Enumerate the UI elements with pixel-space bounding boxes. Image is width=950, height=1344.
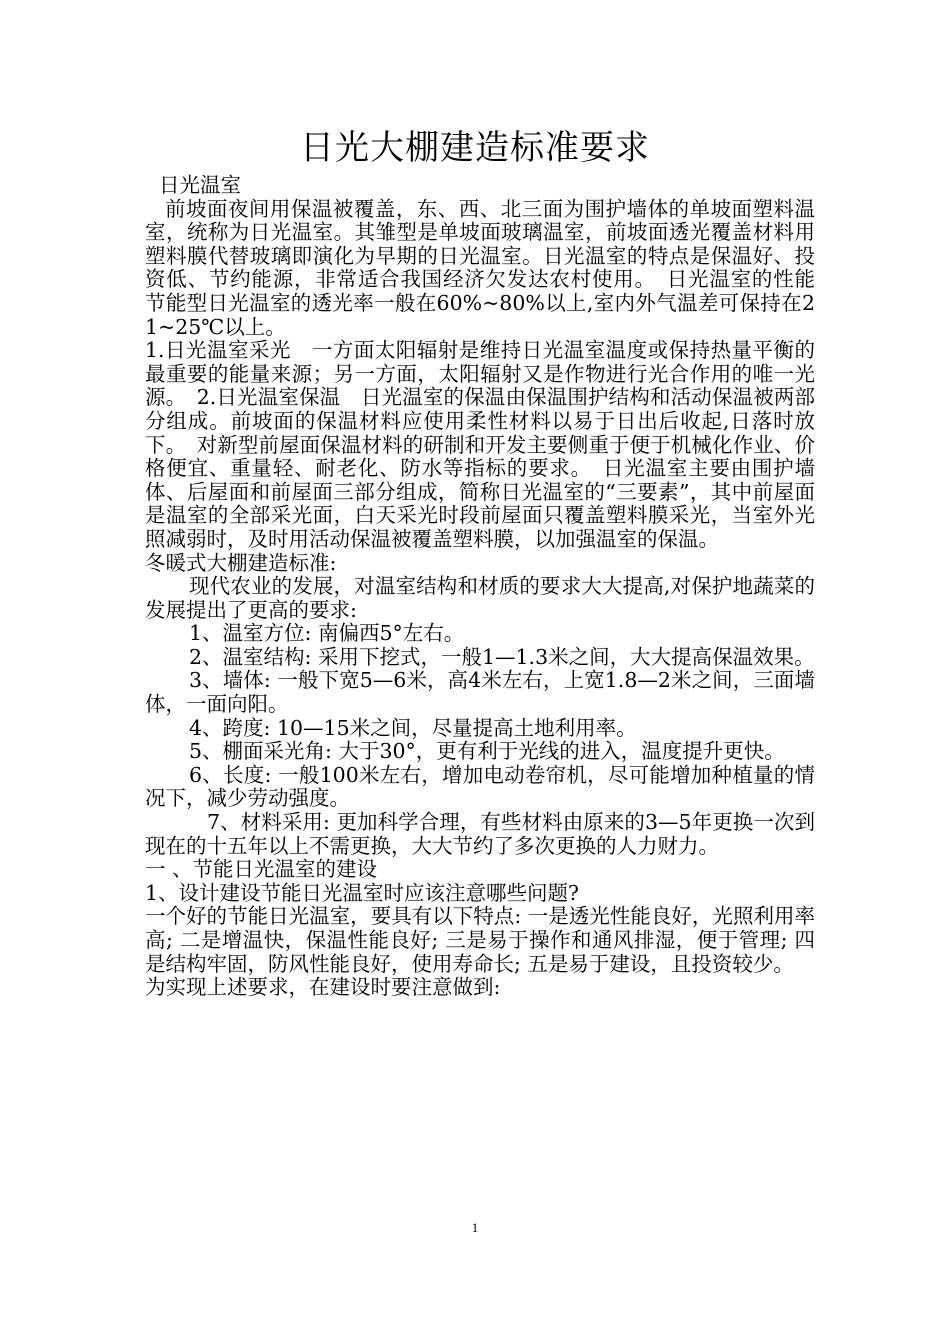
document-body (145, 173, 836, 1000)
list-item: 3、墙体: 一般下宽5—6米，高4米左右，上宽1.8—2米之间，三面墙体，一面向阳。 (145, 668, 815, 717)
page-number: 1 (471, 1220, 479, 1235)
list-item: 1、温室方位: 南偏西5°左右。 (189, 621, 465, 646)
list-item: 6、长度: 一般100米左右，增加电动卷帘机，尽可能增加种植量的情况下，减少劳动强度。 (145, 762, 815, 811)
paragraph-requirements: 为实现上述要求，在建设时要注意做到: (145, 975, 501, 1000)
list-item: 5、棚面采光角: 大于30°，更有利于光线的进入，温度提升更快。 (189, 739, 785, 764)
section-heading-solar-greenhouse: 日光温室 (159, 173, 241, 197)
paragraph-intro: 前坡面夜间用保温被覆盖，东、西、北三面为围护墙体的单坡面塑料温室，统称为日光温室。其雏型是单坡面玻璃温室，前坡面透光覆盖材料用塑料膜代替玻璃即演化为早期的日光温室。日光温室的特点是保温好、投资低、节约能源，非常适合我国经济欠发达农村使用。 日光温室的性能 节能型日光温室的透光率一般在60%~80%以上,室内外气温差可保持在21~25℃以上。 (145, 196, 836, 339)
question-heading: 1、设计建设节能日光温室时应该注意哪些问题? (145, 880, 580, 905)
section-heading-construction: 一 、节能日光温室的建设 (145, 857, 378, 882)
document-title: 日光大棚建造标准要求 (300, 128, 650, 168)
list-item: 7、材料采用: 更加科学合理，有些材料由原来的3—5年更换一次到现在的十五年以上不需更换，大大节约了多次更换的人力财力。 (145, 810, 815, 858)
paragraph-lighting-insulation: 1.日光温室采光 一方面太阳辐射是维持日光温室温度或保持热量平衡的最重要的能量来源；另一方面，太阳辐射又是作物进行光合作用的唯一光源。 2.日光温室保温 日光温室的保温由保温围护结构和活动保温被两部分组成。前坡面的保温材料应使用柔性材料以易于日出后收起,日落时放下。 对新型前屋面保温材料的研制和开发主要侧重于便于机械化作业、价格便宜、重量轻、耐老化、防水等指标的要求。 日光温室主要由围护墙体、后屋面和前屋面三部分组成，简称日光温室的“三要素”，其中前屋面是温室的全部采光面，白天采光时段前屋面只覆盖塑料膜采光，当室外光照减弱时，及时用活动保温被覆盖塑料膜，以加强温室的保温。 (145, 338, 815, 551)
paragraph-modern-agriculture: 现代农业的发展，对温室结构和材质的要求大大提高,对保护地蔬菜的发展提出了更高的要求: (145, 574, 815, 622)
list-item: 4、跨度: 10—15米之间，尽量提高土地利用率。 (189, 715, 637, 740)
paragraph-features: 一个好的节能日光温室，要具有以下特点: 一是透光性能良好，光照利用率高; 二是增温快，保温性能良好; 三是易于操作和通风排湿，便于管理; 四是结构牢固，防风性能良好，使用寿命长; 五是易于建设，且投资较少。 (145, 904, 815, 976)
list-item: 2、温室结构: 采用下挖式，一般1—1.3米之间，大大提高保温效果。 (189, 644, 815, 669)
section-heading-winter-greenhouse: 冬暖式大棚建造标准: (145, 550, 337, 575)
